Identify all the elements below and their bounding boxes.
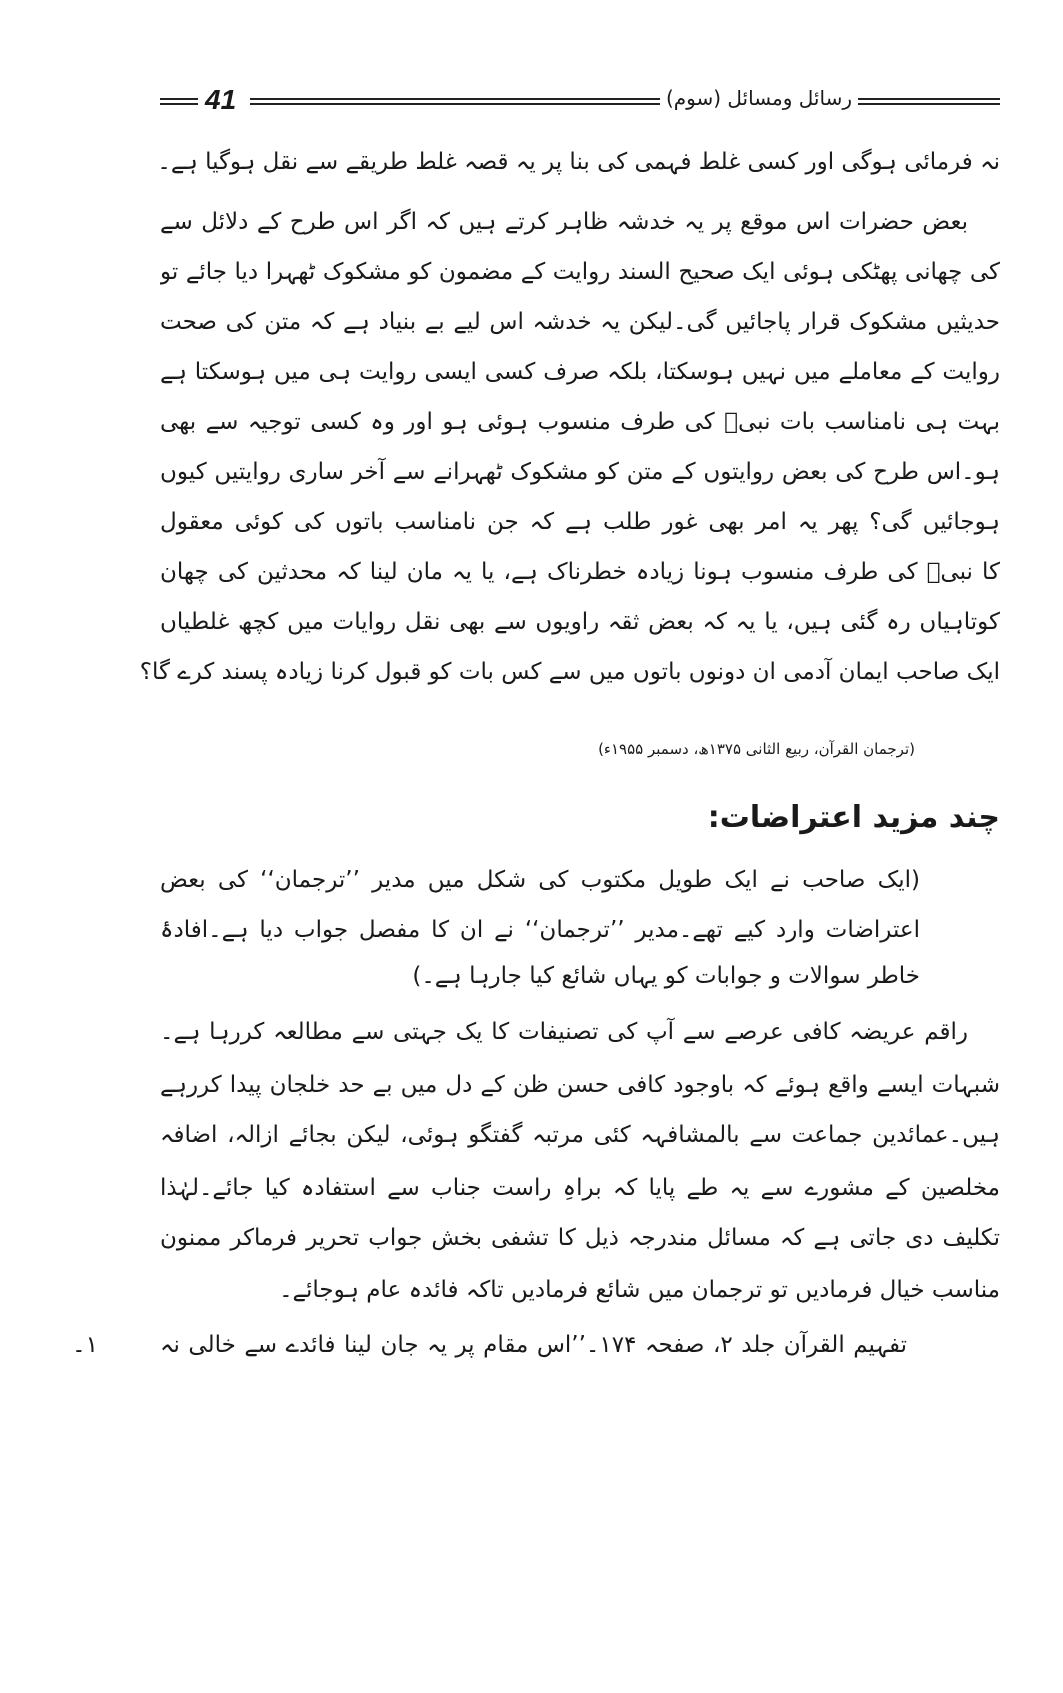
item-text: تفہیم القرآن جلد ۲، صفحہ ۱۷۴۔’’اس مقام پر یہ جان لینا فائدے سے خالی نہ: [160, 1332, 907, 1358]
header-rule: [250, 98, 660, 105]
text-line: بعض حضرات اس موقع پر یہ خدشہ ظاہر کرتے ہیں کہ اگر اس طرح کے دلائل سے: [160, 209, 968, 235]
text-line: راقم عریضہ کافی عرصے سے آپ کی تصنیفات کا یک جہتی سے مطالعہ کررہا ہے۔: [160, 1019, 968, 1045]
text-line: اعتراضات وارد کیے تھے۔مدیر ’’ترجمان‘‘ نے ان کا مفصل جواب دیا ہے۔افادۂ: [160, 917, 920, 943]
running-title: رسائل ومسائل (سوم): [665, 86, 853, 110]
item-number: ۱۔: [72, 1332, 98, 1358]
text-line: مخلصین کے مشورے سے یہ طے پایا کہ براہِ راست جناب سے استفادہ کیا جائے۔لہٰذا: [160, 1175, 1000, 1201]
text-line: کوتاہیاں رہ گئی ہیں، یا یہ کہ بعض ثقہ راویوں سے بھی نقل روایات میں کچھ غلطیاں: [160, 609, 1000, 635]
text-line: ہو۔اس طرح کی بعض روایتوں کے متن کو مشکوک ٹھہرانے سے آخر ساری روایتیں کیوں: [160, 459, 1000, 485]
page-number: 41: [205, 84, 237, 115]
text-line: (ایک صاحب نے ایک طویل مکتوب کی شکل میں مدیر ’’ترجمان‘‘ کی بعض: [160, 867, 920, 893]
text-line: شبہات ایسے واقع ہوئے کہ باوجود کافی حسن ظن کے دل میں بے حد خلجان پیدا کررہے: [160, 1072, 1000, 1098]
text-line: کی چھانی پھٹکی ہوئی ایک صحیح السند روایت کے مضمون کو مشکوک ٹھہرا دیا جائے تو: [160, 259, 1000, 285]
text-line: روایت کے معاملے میں نہیں ہوسکتا، بلکہ صرف کسی ایسی روایت ہی میں ہوسکتا ہے: [160, 359, 1000, 385]
text-line: ایک صاحب ایمان آدمی ان دونوں باتوں میں سے کس بات کو قبول کرنا زیادہ پسند کرے گا؟: [139, 659, 1000, 685]
text-line: بہت ہی نامناسب بات نبیؐ کی طرف منسوب ہوئی ہو اور وہ کسی توجیہ سے بھی: [160, 409, 1000, 435]
text-line: نہ فرمائی ہوگی اور کسی غلط فہمی کی بنا پر یہ قصہ غلط طریقے سے نقل ہوگیا ہے۔: [157, 149, 1000, 175]
header-rule: [160, 98, 198, 105]
text-line: حدیثیں مشکوک قرار پاجائیں گی۔لیکن یہ خدشہ اس لیے بے بنیاد ہے کہ متن کی صحت: [160, 309, 1000, 335]
text-line: کا نبیؐ کی طرف منسوب ہونا زیادہ خطرناک ہے، یا یہ مان لینا کہ محدثین کی چھان: [160, 559, 1000, 585]
text-line: ہوجائیں گی؟ پھر یہ امر بھی غور طلب ہے کہ جن نامناسب باتوں کی کوئی معقول: [160, 509, 1000, 535]
header-rule: [858, 98, 1000, 105]
text-line: ہیں۔عمائدین جماعت سے بالمشافہہ کئی مرتبہ گفتگو ہوئی، لیکن بجائے ازالہ، اضافہ: [160, 1122, 1000, 1148]
text-line: خاطر سوالات و جوابات کو یہاں شائع کیا جارہا ہے۔): [412, 963, 920, 989]
text-line: تکلیف دی جاتی ہے کہ مسائل مندرجہ ذیل کا تشفی بخش جواب تحریر فرماکر ممنون: [160, 1225, 1000, 1251]
section-heading: چند مزید اعتراضات:: [707, 800, 1000, 835]
citation: (ترجمان القرآن، ربیع الثانی ۱۳۷۵ھ، دسمبر ۱۹۵۵ء): [598, 740, 915, 758]
text-line: مناسب خیال فرمادیں تو ترجمان میں شائع فرمادیں تاکہ فائدہ عام ہوجائے۔: [279, 1277, 1000, 1303]
